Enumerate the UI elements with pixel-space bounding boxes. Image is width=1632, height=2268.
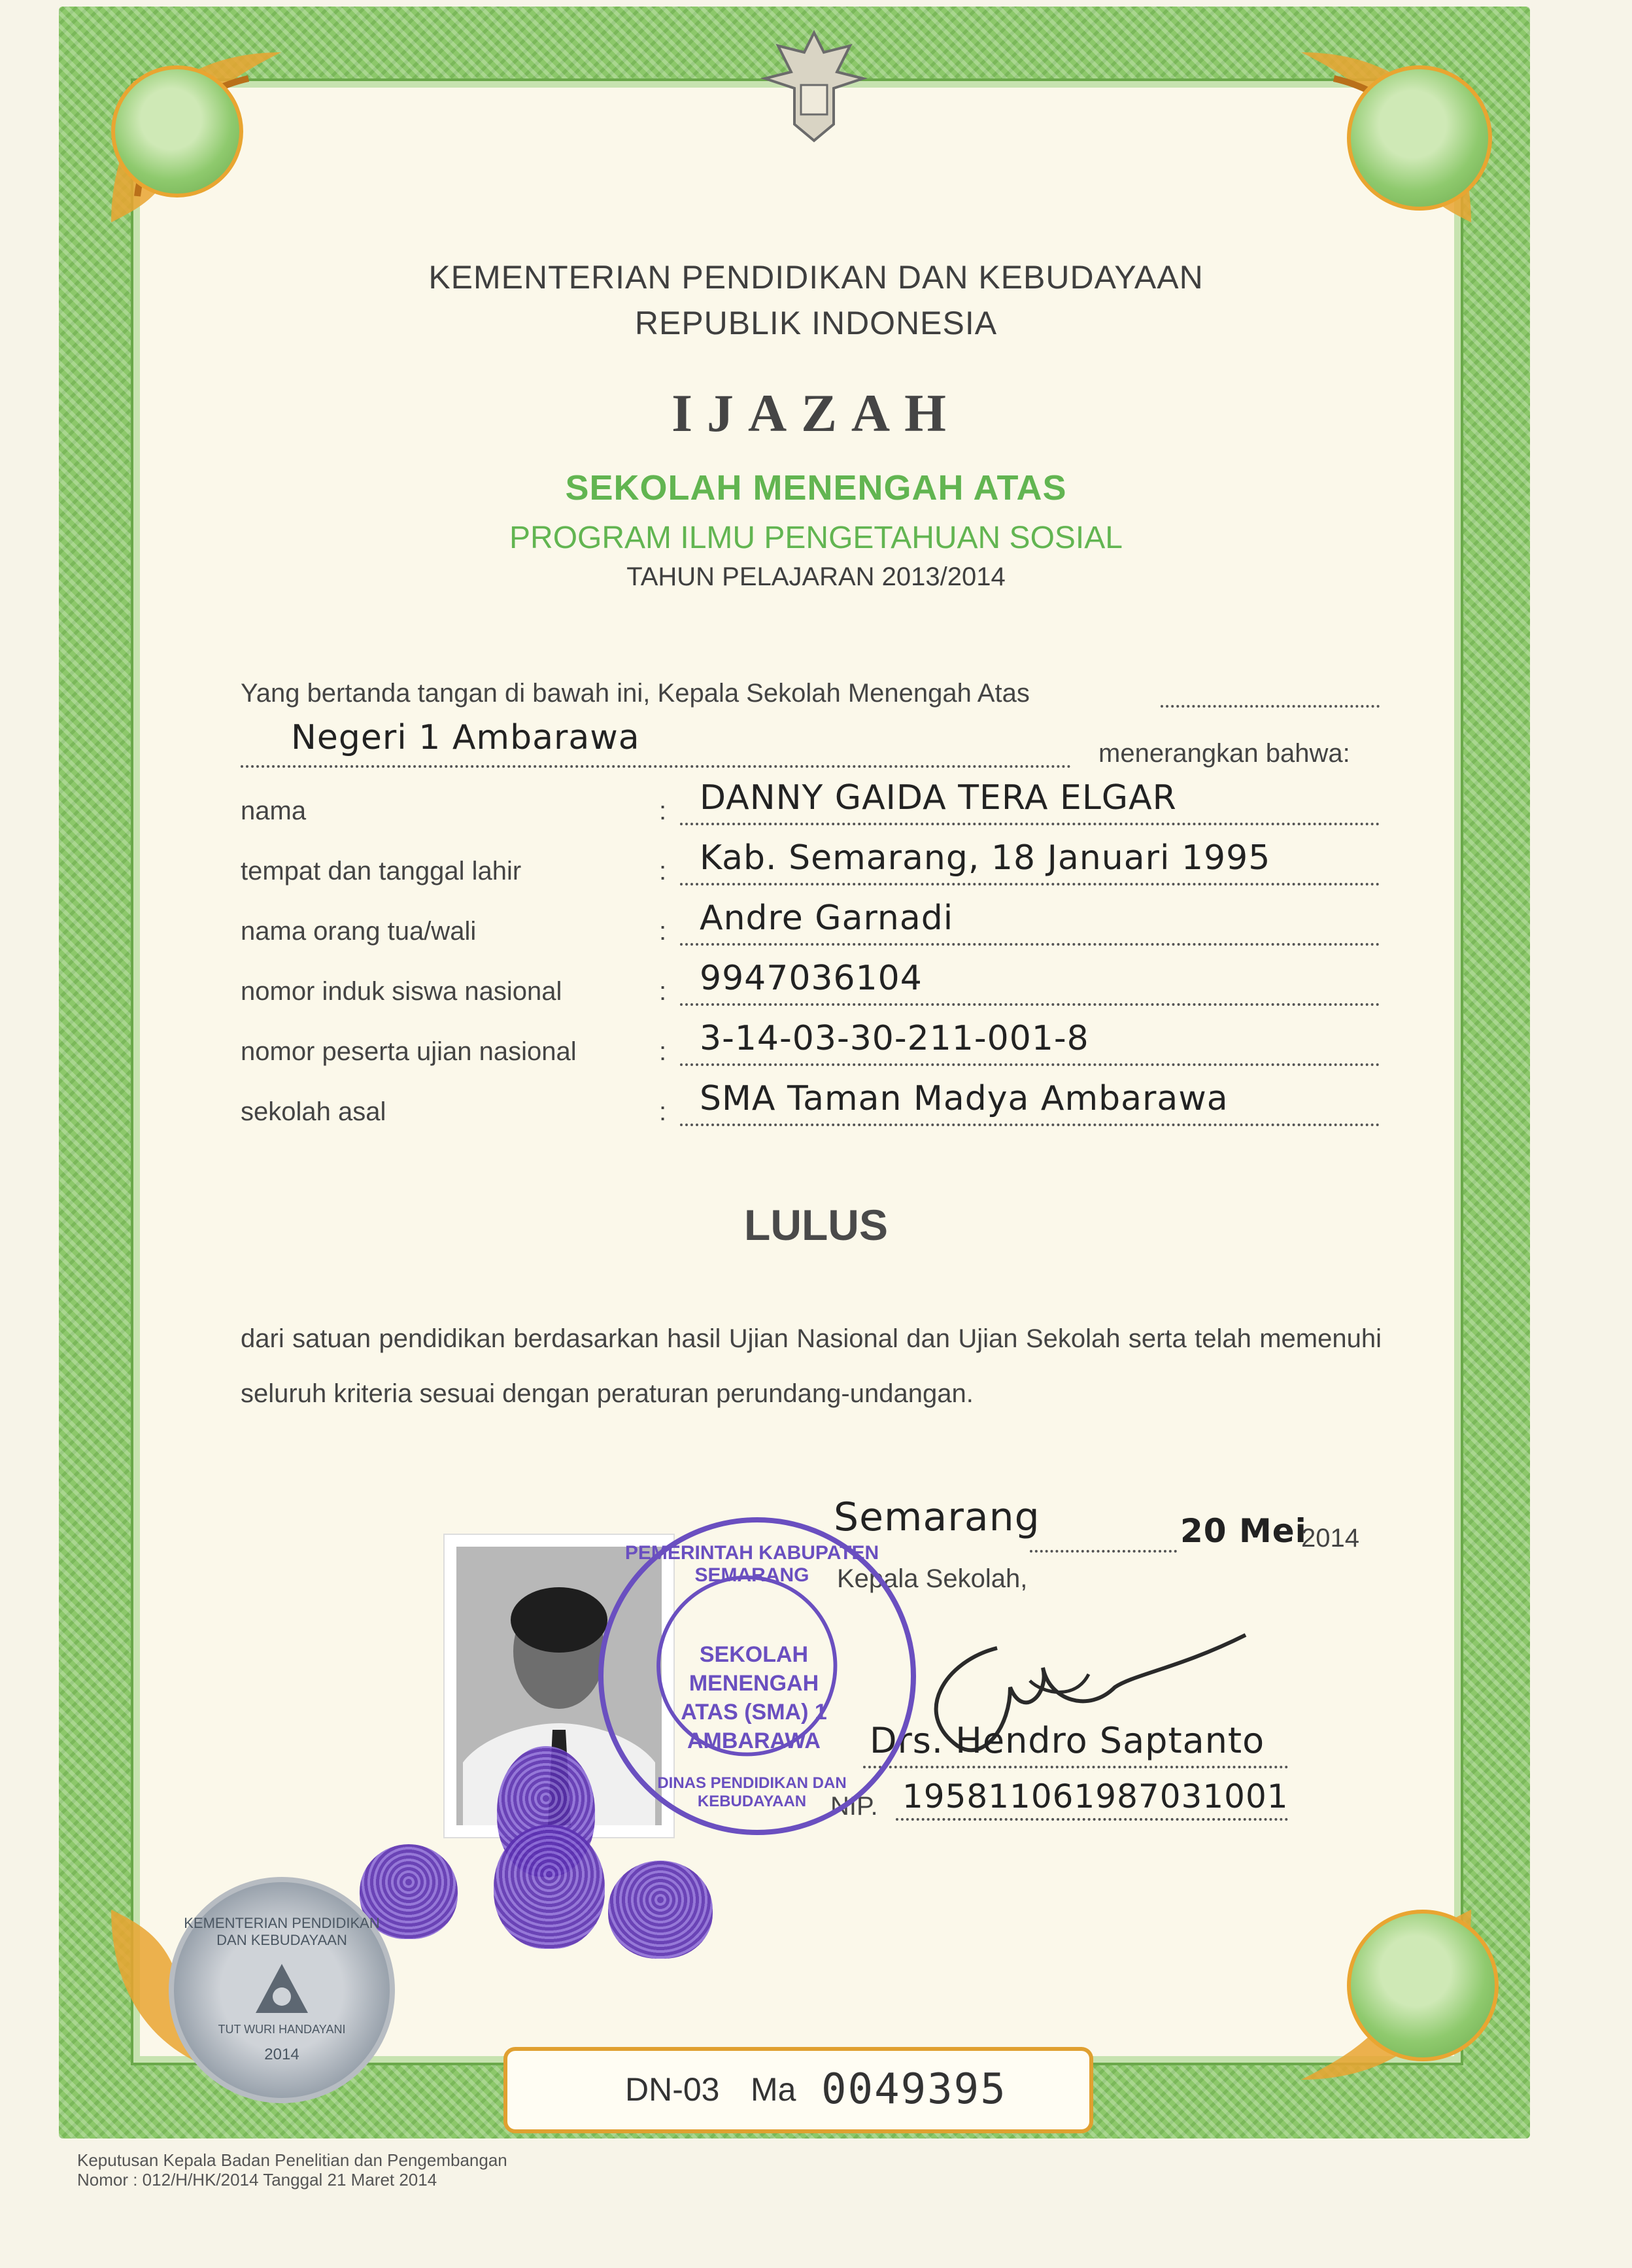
globe-ornament-top-right: [1347, 65, 1492, 211]
tut-wuri-handayani-icon: [249, 1961, 314, 2019]
fingerprint: [608, 1861, 713, 1959]
globe-ornament-top-left: [111, 65, 243, 198]
ministry-name-line1: KEMENTERIAN PENDIDIKAN DAN KEBUDAYAAN: [428, 259, 1204, 296]
stamp-center: [656, 1640, 852, 1755]
dotted-line: [863, 1766, 1288, 1768]
field-label: sekolah asal: [241, 1097, 386, 1126]
serial-code: Ma: [751, 2071, 796, 2108]
signing-place: Semarang: [834, 1494, 1040, 1540]
seal-year: 2014: [264, 2046, 299, 2063]
field-colon: :: [659, 977, 667, 1006]
field-value: SMA Taman Madya Ambarawa: [700, 1079, 1229, 1118]
field-label: nomor induk siswa nasional: [241, 977, 562, 1006]
signer-role: Kepala Sekolah,: [837, 1564, 1028, 1593]
dotted-line: [1161, 705, 1380, 708]
field-colon: :: [659, 1097, 667, 1126]
intro-line-1: Yang bertanda tangan di bawah ini, Kepala Sekolah Menengah Atas: [241, 679, 1030, 708]
seal-motto: TUT WURI HANDAYANI: [218, 2023, 346, 2036]
field-value: Kab. Semarang, 18 Januari 1995: [700, 838, 1271, 878]
ministry-hologram-seal: [169, 1877, 395, 2103]
field-colon: :: [659, 797, 667, 825]
field-label: tempat dan tanggal lahir: [241, 857, 522, 885]
stamp-line-3: AMBARAWA: [687, 1728, 821, 1753]
dotted-line: [680, 943, 1380, 946]
serial-number: 0049395: [821, 2065, 1007, 2114]
garuda-emblem-icon: [758, 26, 870, 150]
field-value: 3-14-03-30-211-001-8: [700, 1019, 1089, 1058]
signing-date: 20 Mei: [1180, 1512, 1307, 1550]
footer-line-2: Nomor : 012/H/HK/2014 Tanggal 21 Maret 2014: [77, 2170, 437, 2190]
dotted-line: [680, 823, 1380, 825]
school-stamp: [598, 1517, 916, 1835]
nip-label: NIP.: [830, 1792, 878, 1821]
result-status: LULUS: [744, 1201, 888, 1249]
dotted-line: [680, 1003, 1380, 1006]
signer-name: Drs. Hendro Saptanto: [870, 1720, 1265, 1761]
dotted-line: [1030, 1550, 1177, 1553]
seal-ring-text: KEMENTERIAN PENDIDIKAN DAN KEBUDAYAAN: [184, 1915, 380, 1948]
signing-year: 2014: [1301, 1524, 1359, 1553]
field-colon: :: [659, 857, 667, 885]
intro-line-2-end: menerangkan bahwa:: [1098, 739, 1350, 768]
field-value: 9947036104: [700, 959, 923, 998]
dotted-line: [896, 1818, 1288, 1821]
dotted-line: [680, 1063, 1380, 1066]
stamp-line-2: ATAS (SMA) 1: [681, 1700, 827, 1725]
field-value: DANNY GAIDA TERA ELGAR: [700, 778, 1177, 817]
dotted-line: [241, 765, 1071, 768]
serial-number-box: [503, 2047, 1093, 2133]
school-type: SEKOLAH MENENGAH ATAS: [565, 468, 1067, 507]
serial-prefix: DN-03: [625, 2071, 720, 2108]
dotted-line: [680, 883, 1380, 885]
document-title: IJAZAH: [672, 383, 960, 443]
statement-paragraph: dari satuan pendidikan berdasarkan hasil Ujian Nasional dan Ujian Sekolah serta telah memenuhi seluruh kriteria sesuai dengan peraturan perundang-undangan.: [241, 1324, 1382, 1408]
field-colon: :: [659, 917, 667, 946]
nip-number: 195811061987031001: [902, 1778, 1289, 1815]
stamp-line-1: SEKOLAH MENENGAH: [688, 1642, 819, 1696]
fingerprint: [494, 1825, 605, 1949]
ministry-name-line2: REPUBLIK INDONESIA: [634, 305, 998, 341]
school-name-handwritten: Negeri 1 Ambarawa: [291, 718, 640, 757]
field-label: nomor peserta ujian nasional: [241, 1037, 577, 1066]
globe-ornament-bottom-right: [1347, 1910, 1499, 2061]
field-value: Andre Garnadi: [700, 899, 954, 938]
stamp-ring-bottom: DINAS PENDIDIKAN DAN KEBUDAYAAN: [657, 1774, 847, 1810]
academic-year: TAHUN PELAJARAN 2013/2014: [626, 562, 1006, 591]
dotted-line: [680, 1124, 1380, 1126]
field-label: nama: [241, 797, 307, 825]
study-program: PROGRAM ILMU PENGETAHUAN SOSIAL: [509, 521, 1123, 555]
field-label: nama orang tua/wali: [241, 917, 477, 946]
decree-footer: [77, 2150, 507, 2190]
field-colon: :: [659, 1037, 667, 1066]
stamp-ring-top: PEMERINTAH KABUPATEN SEMARANG: [624, 1542, 879, 1586]
footer-line-1: Keputusan Kepala Badan Penelitian dan Pengembangan: [77, 2150, 507, 2170]
